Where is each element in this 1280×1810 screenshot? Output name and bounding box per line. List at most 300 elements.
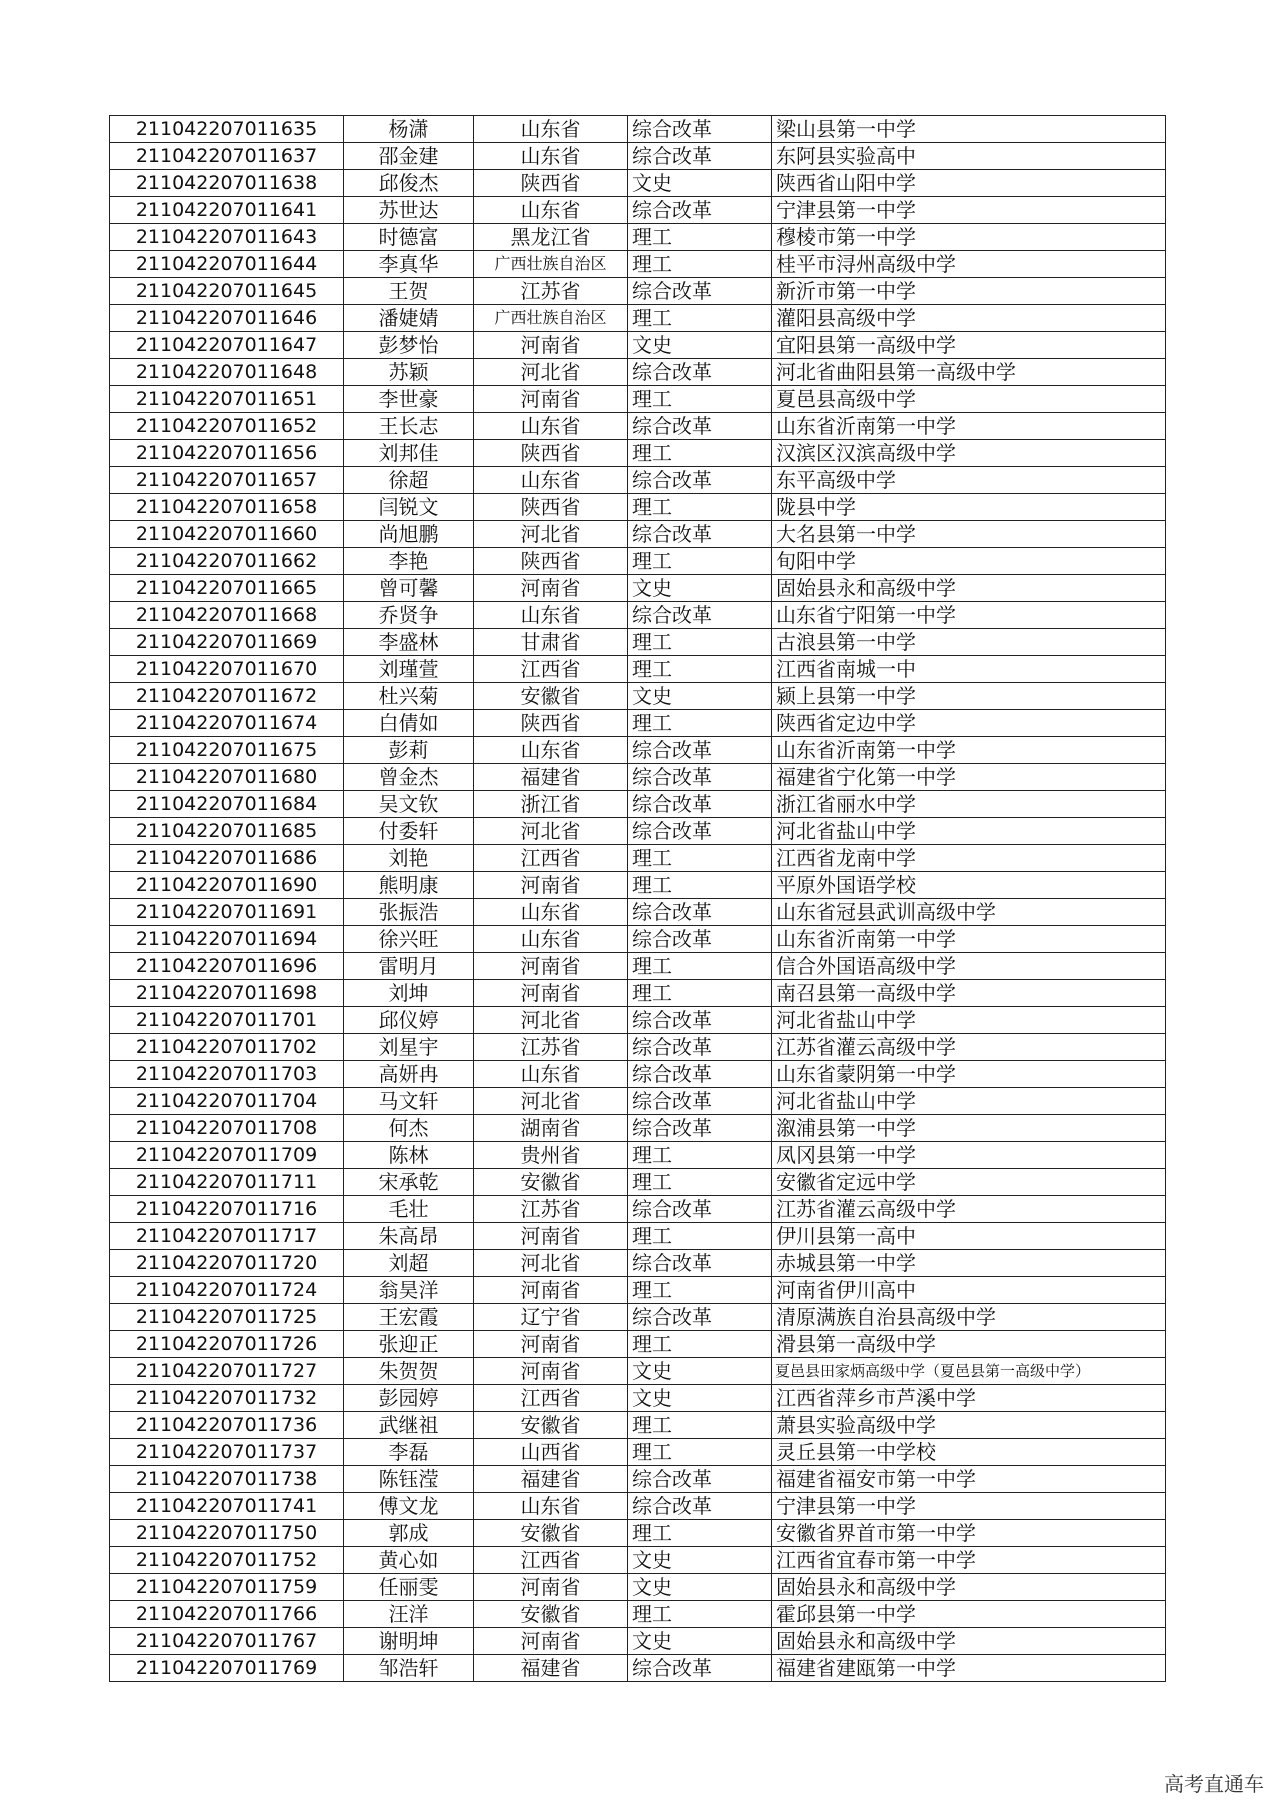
student-id-cell: 211042207011662 xyxy=(110,548,344,575)
category-cell: 理工 xyxy=(628,305,772,332)
province-cell: 河南省 xyxy=(474,953,628,980)
table-row xyxy=(110,1277,1166,1304)
table-row xyxy=(110,1655,1166,1682)
table-row xyxy=(110,413,1166,440)
category-cell: 文史 xyxy=(628,332,772,359)
student-id-cell: 211042207011738 xyxy=(110,1466,344,1493)
province-cell: 山东省 xyxy=(474,899,628,926)
school-cell: 溆浦县第一中学 xyxy=(772,1115,1166,1142)
school-cell: 江苏省灌云高级中学 xyxy=(772,1034,1166,1061)
table-row xyxy=(110,1304,1166,1331)
category-cell: 理工 xyxy=(628,440,772,467)
table-row xyxy=(110,575,1166,602)
student-id-cell: 211042207011652 xyxy=(110,413,344,440)
student-name-cell: 王宏霞 xyxy=(344,1304,474,1331)
province-cell: 安徽省 xyxy=(474,1169,628,1196)
table-row xyxy=(110,116,1166,143)
student-name-cell: 李磊 xyxy=(344,1439,474,1466)
province-cell: 河北省 xyxy=(474,818,628,845)
student-name-cell: 苏世达 xyxy=(344,197,474,224)
school-cell: 固始县永和高级中学 xyxy=(772,1628,1166,1655)
table-row xyxy=(110,1466,1166,1493)
school-cell: 江西省龙南中学 xyxy=(772,845,1166,872)
province-cell: 河南省 xyxy=(474,386,628,413)
student-name-cell: 高妍冉 xyxy=(344,1061,474,1088)
student-id-cell: 211042207011645 xyxy=(110,278,344,305)
student-id-cell: 211042207011694 xyxy=(110,926,344,953)
student-name-cell: 邹浩轩 xyxy=(344,1655,474,1682)
student-id-cell: 211042207011690 xyxy=(110,872,344,899)
category-cell: 理工 xyxy=(628,629,772,656)
province-cell: 福建省 xyxy=(474,1655,628,1682)
school-cell: 滑县第一高级中学 xyxy=(772,1331,1166,1358)
school-cell: 宁津县第一中学 xyxy=(772,1493,1166,1520)
province-cell: 河南省 xyxy=(474,1628,628,1655)
province-cell: 江西省 xyxy=(474,1385,628,1412)
category-cell: 理工 xyxy=(628,656,772,683)
student-name-cell: 雷明月 xyxy=(344,953,474,980)
category-cell: 文史 xyxy=(628,1358,772,1385)
school-cell: 清原满族自治县高级中学 xyxy=(772,1304,1166,1331)
category-cell: 理工 xyxy=(628,1223,772,1250)
student-id-cell: 211042207011766 xyxy=(110,1601,344,1628)
province-cell: 河南省 xyxy=(474,1223,628,1250)
school-cell: 萧县实验高级中学 xyxy=(772,1412,1166,1439)
category-cell: 综合改革 xyxy=(628,737,772,764)
student-id-cell: 211042207011675 xyxy=(110,737,344,764)
category-cell: 综合改革 xyxy=(628,1493,772,1520)
school-cell: 福建省宁化第一中学 xyxy=(772,764,1166,791)
table-row xyxy=(110,359,1166,386)
student-id-cell: 211042207011716 xyxy=(110,1196,344,1223)
category-cell: 综合改革 xyxy=(628,278,772,305)
table-row xyxy=(110,818,1166,845)
student-name-cell: 白倩如 xyxy=(344,710,474,737)
student-name-cell: 刘邦佳 xyxy=(344,440,474,467)
category-cell: 理工 xyxy=(628,1412,772,1439)
student-id-cell: 211042207011651 xyxy=(110,386,344,413)
student-id-cell: 211042207011643 xyxy=(110,224,344,251)
table-row xyxy=(110,683,1166,710)
student-id-cell: 211042207011711 xyxy=(110,1169,344,1196)
school-cell: 浙江省丽水中学 xyxy=(772,791,1166,818)
school-cell: 陕西省定边中学 xyxy=(772,710,1166,737)
table-row xyxy=(110,1169,1166,1196)
category-cell: 理工 xyxy=(628,1439,772,1466)
category-cell: 综合改革 xyxy=(628,791,772,818)
school-cell: 桂平市浔州高级中学 xyxy=(772,251,1166,278)
category-cell: 理工 xyxy=(628,494,772,521)
school-cell: 山东省宁阳第一中学 xyxy=(772,602,1166,629)
school-cell: 平原外国语学校 xyxy=(772,872,1166,899)
table-row xyxy=(110,1007,1166,1034)
table-row xyxy=(110,1331,1166,1358)
student-name-cell: 马文轩 xyxy=(344,1088,474,1115)
category-cell: 理工 xyxy=(628,548,772,575)
student-id-cell: 211042207011669 xyxy=(110,629,344,656)
province-cell: 陕西省 xyxy=(474,548,628,575)
student-name-cell: 武继祖 xyxy=(344,1412,474,1439)
category-cell: 文史 xyxy=(628,683,772,710)
student-id-cell: 211042207011726 xyxy=(110,1331,344,1358)
school-cell: 南召县第一高级中学 xyxy=(772,980,1166,1007)
student-id-cell: 211042207011648 xyxy=(110,359,344,386)
province-cell: 河南省 xyxy=(474,332,628,359)
table-row xyxy=(110,980,1166,1007)
table-row xyxy=(110,197,1166,224)
school-cell: 夏邑县田家炳高级中学（夏邑县第一高级中学） xyxy=(772,1358,1166,1385)
category-cell: 文史 xyxy=(628,575,772,602)
table-row xyxy=(110,845,1166,872)
student-id-cell: 211042207011635 xyxy=(110,116,344,143)
province-cell: 河北省 xyxy=(474,1007,628,1034)
category-cell: 综合改革 xyxy=(628,521,772,548)
table-row xyxy=(110,764,1166,791)
student-name-cell: 王贺 xyxy=(344,278,474,305)
category-cell: 理工 xyxy=(628,224,772,251)
category-cell: 综合改革 xyxy=(628,1250,772,1277)
table-row xyxy=(110,953,1166,980)
school-cell: 江苏省灌云高级中学 xyxy=(772,1196,1166,1223)
student-name-cell: 李真华 xyxy=(344,251,474,278)
category-cell: 综合改革 xyxy=(628,116,772,143)
province-cell: 甘肃省 xyxy=(474,629,628,656)
school-cell: 江西省宜春市第一中学 xyxy=(772,1547,1166,1574)
category-cell: 综合改革 xyxy=(628,467,772,494)
province-cell: 山东省 xyxy=(474,116,628,143)
student-name-cell: 彭莉 xyxy=(344,737,474,764)
student-name-cell: 陈林 xyxy=(344,1142,474,1169)
province-cell: 河南省 xyxy=(474,1574,628,1601)
student-name-cell: 付委轩 xyxy=(344,818,474,845)
table-row xyxy=(110,1547,1166,1574)
category-cell: 理工 xyxy=(628,1169,772,1196)
student-name-cell: 郭成 xyxy=(344,1520,474,1547)
student-id-cell: 211042207011668 xyxy=(110,602,344,629)
student-id-cell: 211042207011724 xyxy=(110,1277,344,1304)
category-cell: 综合改革 xyxy=(628,143,772,170)
province-cell: 广西壮族自治区 xyxy=(474,305,628,332)
province-cell: 河南省 xyxy=(474,980,628,1007)
category-cell: 理工 xyxy=(628,1331,772,1358)
category-cell: 综合改革 xyxy=(628,1034,772,1061)
student-id-cell: 211042207011637 xyxy=(110,143,344,170)
category-cell: 理工 xyxy=(628,953,772,980)
province-cell: 安徽省 xyxy=(474,1601,628,1628)
table-row xyxy=(110,1061,1166,1088)
student-name-cell: 李盛林 xyxy=(344,629,474,656)
school-cell: 东阿县实验高中 xyxy=(772,143,1166,170)
category-cell: 综合改革 xyxy=(628,1655,772,1682)
school-cell: 河南省伊川高中 xyxy=(772,1277,1166,1304)
category-cell: 理工 xyxy=(628,1601,772,1628)
student-id-cell: 211042207011709 xyxy=(110,1142,344,1169)
student-id-cell: 211042207011725 xyxy=(110,1304,344,1331)
province-cell: 山东省 xyxy=(474,737,628,764)
category-cell: 综合改革 xyxy=(628,899,772,926)
category-cell: 理工 xyxy=(628,1520,772,1547)
school-cell: 灌阳县高级中学 xyxy=(772,305,1166,332)
province-cell: 山西省 xyxy=(474,1439,628,1466)
student-name-cell: 刘星宇 xyxy=(344,1034,474,1061)
student-name-cell: 刘超 xyxy=(344,1250,474,1277)
school-cell: 伊川县第一高中 xyxy=(772,1223,1166,1250)
province-cell: 山东省 xyxy=(474,926,628,953)
province-cell: 陕西省 xyxy=(474,494,628,521)
category-cell: 文史 xyxy=(628,1547,772,1574)
school-cell: 宜阳县第一高级中学 xyxy=(772,332,1166,359)
school-cell: 江西省南城一中 xyxy=(772,656,1166,683)
school-cell: 梁山县第一中学 xyxy=(772,116,1166,143)
province-cell: 河南省 xyxy=(474,575,628,602)
table-row xyxy=(110,521,1166,548)
province-cell: 江西省 xyxy=(474,656,628,683)
watermark-text: 高考直通车 xyxy=(1164,1772,1264,1796)
table-row xyxy=(110,1358,1166,1385)
province-cell: 河北省 xyxy=(474,1088,628,1115)
student-id-cell: 211042207011644 xyxy=(110,251,344,278)
table-row xyxy=(110,1439,1166,1466)
table-row xyxy=(110,467,1166,494)
student-name-cell: 王长志 xyxy=(344,413,474,440)
province-cell: 河北省 xyxy=(474,1250,628,1277)
student-id-cell: 211042207011660 xyxy=(110,521,344,548)
student-id-cell: 211042207011638 xyxy=(110,170,344,197)
table-row xyxy=(110,440,1166,467)
province-cell: 江西省 xyxy=(474,1547,628,1574)
province-cell: 江苏省 xyxy=(474,1196,628,1223)
province-cell: 山东省 xyxy=(474,1493,628,1520)
school-cell: 安徽省定远中学 xyxy=(772,1169,1166,1196)
school-cell: 陕西省山阳中学 xyxy=(772,170,1166,197)
table-row xyxy=(110,1223,1166,1250)
table-row xyxy=(110,656,1166,683)
province-cell: 辽宁省 xyxy=(474,1304,628,1331)
province-cell: 江苏省 xyxy=(474,278,628,305)
school-cell: 河北省盐山中学 xyxy=(772,1088,1166,1115)
student-name-cell: 邵金建 xyxy=(344,143,474,170)
student-name-cell: 曾可馨 xyxy=(344,575,474,602)
school-cell: 安徽省界首市第一中学 xyxy=(772,1520,1166,1547)
province-cell: 江苏省 xyxy=(474,1034,628,1061)
category-cell: 理工 xyxy=(628,980,772,1007)
student-id-cell: 211042207011708 xyxy=(110,1115,344,1142)
category-cell: 综合改革 xyxy=(628,764,772,791)
province-cell: 浙江省 xyxy=(474,791,628,818)
school-cell: 颍上县第一中学 xyxy=(772,683,1166,710)
province-cell: 陕西省 xyxy=(474,170,628,197)
school-cell: 东平高级中学 xyxy=(772,467,1166,494)
province-cell: 河南省 xyxy=(474,872,628,899)
category-cell: 综合改革 xyxy=(628,926,772,953)
student-name-cell: 曾金杰 xyxy=(344,764,474,791)
category-cell: 理工 xyxy=(628,845,772,872)
school-cell: 陇县中学 xyxy=(772,494,1166,521)
table-row xyxy=(110,1412,1166,1439)
student-name-cell: 翁昊洋 xyxy=(344,1277,474,1304)
student-name-cell: 徐超 xyxy=(344,467,474,494)
school-cell: 穆棱市第一中学 xyxy=(772,224,1166,251)
province-cell: 安徽省 xyxy=(474,1412,628,1439)
student-id-cell: 211042207011684 xyxy=(110,791,344,818)
student-name-cell: 朱贺贺 xyxy=(344,1358,474,1385)
student-id-cell: 211042207011647 xyxy=(110,332,344,359)
student-id-cell: 211042207011750 xyxy=(110,1520,344,1547)
student-name-cell: 任丽雯 xyxy=(344,1574,474,1601)
school-cell: 信合外国语高级中学 xyxy=(772,953,1166,980)
student-name-cell: 谢明坤 xyxy=(344,1628,474,1655)
table-row xyxy=(110,170,1166,197)
province-cell: 河南省 xyxy=(474,1358,628,1385)
province-cell: 山东省 xyxy=(474,467,628,494)
student-name-cell: 苏颖 xyxy=(344,359,474,386)
student-name-cell: 时德富 xyxy=(344,224,474,251)
province-cell: 河北省 xyxy=(474,521,628,548)
student-name-cell: 朱高昂 xyxy=(344,1223,474,1250)
student-id-cell: 211042207011703 xyxy=(110,1061,344,1088)
table-row xyxy=(110,386,1166,413)
province-cell: 黑龙江省 xyxy=(474,224,628,251)
student-id-cell: 211042207011759 xyxy=(110,1574,344,1601)
province-cell: 江西省 xyxy=(474,845,628,872)
student-id-cell: 211042207011670 xyxy=(110,656,344,683)
student-id-cell: 211042207011698 xyxy=(110,980,344,1007)
student-name-cell: 彭梦怡 xyxy=(344,332,474,359)
table-row xyxy=(110,1142,1166,1169)
student-name-cell: 潘婕婧 xyxy=(344,305,474,332)
province-cell: 湖南省 xyxy=(474,1115,628,1142)
table-row xyxy=(110,602,1166,629)
student-name-cell: 彭园婷 xyxy=(344,1385,474,1412)
category-cell: 理工 xyxy=(628,386,772,413)
category-cell: 文史 xyxy=(628,1628,772,1655)
school-cell: 山东省沂南第一中学 xyxy=(772,926,1166,953)
category-cell: 综合改革 xyxy=(628,1115,772,1142)
table-row xyxy=(110,305,1166,332)
student-name-cell: 刘艳 xyxy=(344,845,474,872)
table-row xyxy=(110,332,1166,359)
school-cell: 凤冈县第一中学 xyxy=(772,1142,1166,1169)
category-cell: 综合改革 xyxy=(628,1088,772,1115)
category-cell: 综合改革 xyxy=(628,818,772,845)
table-row xyxy=(110,1115,1166,1142)
province-cell: 安徽省 xyxy=(474,1520,628,1547)
table-row xyxy=(110,494,1166,521)
student-id-cell: 211042207011741 xyxy=(110,1493,344,1520)
school-cell: 汉滨区汉滨高级中学 xyxy=(772,440,1166,467)
school-cell: 大名县第一中学 xyxy=(772,521,1166,548)
student-id-cell: 211042207011672 xyxy=(110,683,344,710)
province-cell: 福建省 xyxy=(474,1466,628,1493)
province-cell: 山东省 xyxy=(474,1061,628,1088)
category-cell: 综合改革 xyxy=(628,1007,772,1034)
student-name-cell: 吴文钦 xyxy=(344,791,474,818)
student-id-cell: 211042207011704 xyxy=(110,1088,344,1115)
school-cell: 山东省沂南第一中学 xyxy=(772,413,1166,440)
student-id-cell: 211042207011696 xyxy=(110,953,344,980)
category-cell: 综合改革 xyxy=(628,197,772,224)
student-id-cell: 211042207011646 xyxy=(110,305,344,332)
student-name-cell: 刘瑾萱 xyxy=(344,656,474,683)
school-cell: 灵丘县第一中学校 xyxy=(772,1439,1166,1466)
student-id-cell: 211042207011701 xyxy=(110,1007,344,1034)
table-row xyxy=(110,1628,1166,1655)
student-name-cell: 刘坤 xyxy=(344,980,474,1007)
school-cell: 固始县永和高级中学 xyxy=(772,1574,1166,1601)
student-id-cell: 211042207011767 xyxy=(110,1628,344,1655)
school-cell: 江西省萍乡市芦溪中学 xyxy=(772,1385,1166,1412)
student-id-cell: 211042207011736 xyxy=(110,1412,344,1439)
table-row xyxy=(110,224,1166,251)
school-cell: 山东省冠县武训高级中学 xyxy=(772,899,1166,926)
table-row xyxy=(110,1520,1166,1547)
category-cell: 理工 xyxy=(628,710,772,737)
category-cell: 综合改革 xyxy=(628,1466,772,1493)
student-id-cell: 211042207011641 xyxy=(110,197,344,224)
student-id-cell: 211042207011680 xyxy=(110,764,344,791)
student-name-cell: 黄心如 xyxy=(344,1547,474,1574)
student-name-cell: 李世豪 xyxy=(344,386,474,413)
table-row xyxy=(110,278,1166,305)
student-name-cell: 杨潇 xyxy=(344,116,474,143)
school-cell: 霍邱县第一中学 xyxy=(772,1601,1166,1628)
student-name-cell: 尚旭鹏 xyxy=(344,521,474,548)
student-name-cell: 徐兴旺 xyxy=(344,926,474,953)
student-id-cell: 211042207011702 xyxy=(110,1034,344,1061)
student-id-cell: 211042207011685 xyxy=(110,818,344,845)
student-name-cell: 毛壮 xyxy=(344,1196,474,1223)
category-cell: 综合改革 xyxy=(628,602,772,629)
category-cell: 理工 xyxy=(628,1142,772,1169)
table-row xyxy=(110,1493,1166,1520)
province-cell: 陕西省 xyxy=(474,710,628,737)
student-name-cell: 熊明康 xyxy=(344,872,474,899)
category-cell: 理工 xyxy=(628,251,772,278)
school-cell: 河北省盐山中学 xyxy=(772,818,1166,845)
student-id-cell: 211042207011769 xyxy=(110,1655,344,1682)
student-name-cell: 李艳 xyxy=(344,548,474,575)
school-cell: 旬阳中学 xyxy=(772,548,1166,575)
student-id-cell: 211042207011720 xyxy=(110,1250,344,1277)
province-cell: 山东省 xyxy=(474,602,628,629)
category-cell: 综合改革 xyxy=(628,1196,772,1223)
province-cell: 河北省 xyxy=(474,359,628,386)
category-cell: 综合改革 xyxy=(628,1061,772,1088)
student-name-cell: 张迎正 xyxy=(344,1331,474,1358)
student-name-cell: 何杰 xyxy=(344,1115,474,1142)
student-id-cell: 211042207011691 xyxy=(110,899,344,926)
table-row xyxy=(110,1250,1166,1277)
admission-list-table xyxy=(109,115,1166,1682)
school-cell: 宁津县第一中学 xyxy=(772,197,1166,224)
student-name-cell: 杜兴菊 xyxy=(344,683,474,710)
table-row xyxy=(110,1385,1166,1412)
student-name-cell: 傅文龙 xyxy=(344,1493,474,1520)
student-id-cell: 211042207011657 xyxy=(110,467,344,494)
school-cell: 赤城县第一中学 xyxy=(772,1250,1166,1277)
table-row xyxy=(110,872,1166,899)
province-cell: 安徽省 xyxy=(474,683,628,710)
school-cell: 夏邑县高级中学 xyxy=(772,386,1166,413)
category-cell: 理工 xyxy=(628,872,772,899)
student-id-cell: 211042207011717 xyxy=(110,1223,344,1250)
school-cell: 河北省曲阳县第一高级中学 xyxy=(772,359,1166,386)
student-id-cell: 211042207011656 xyxy=(110,440,344,467)
category-cell: 综合改革 xyxy=(628,359,772,386)
student-name-cell: 邱俊杰 xyxy=(344,170,474,197)
province-cell: 山东省 xyxy=(474,197,628,224)
province-cell: 山东省 xyxy=(474,413,628,440)
